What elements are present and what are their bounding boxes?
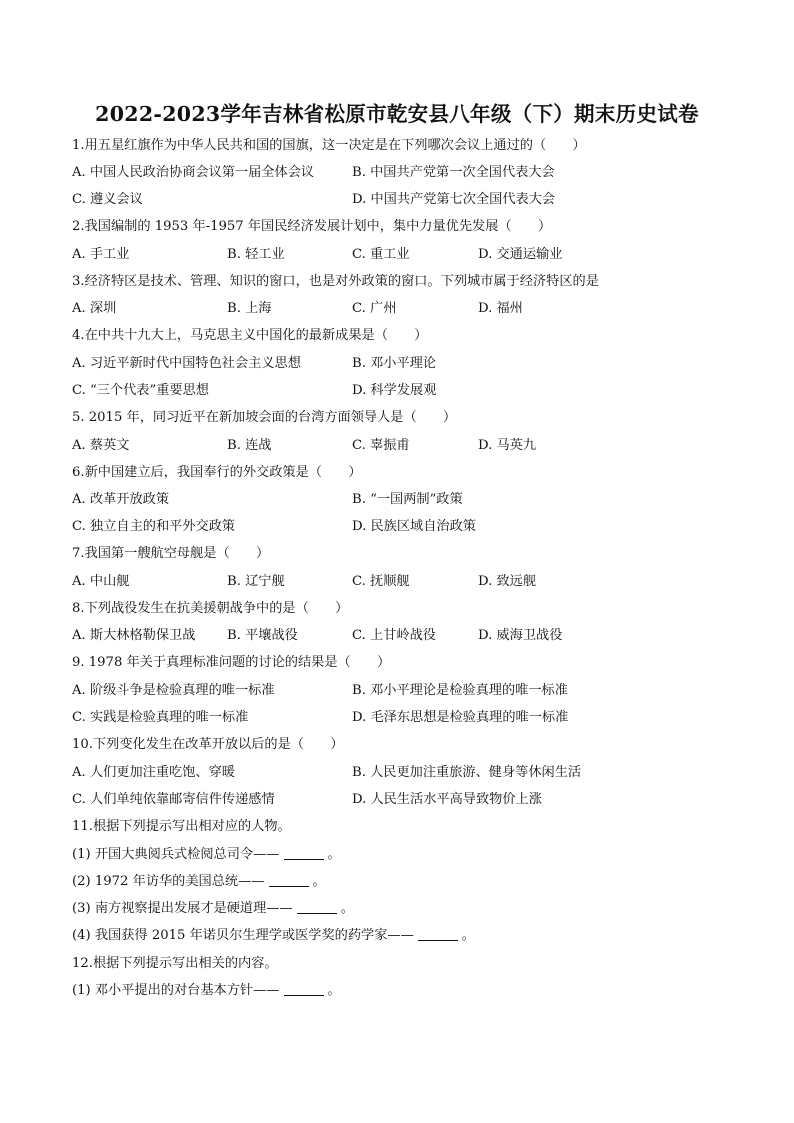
option-a: A. 中国人民政治协商会议第一届全体会议 — [72, 165, 315, 180]
option-b: B. 邓小平理论是检验真理的唯一标准 — [352, 683, 568, 698]
question-stem: 1.用五星红旗作为中华人民共和国的国旗，这一决定是在下列哪次会议上通过的（ ） — [72, 138, 586, 153]
option-b: B. 中国共产党第一次全国代表大会 — [352, 165, 555, 180]
option-c: C. 广州 — [352, 301, 397, 316]
option-b: B. 上海 — [227, 301, 272, 316]
question-stem: 4.在中共十九大上，马克思主义中国化的最新成果是（ ） — [72, 328, 428, 343]
option-c: C. 上甘岭战役 — [352, 628, 436, 643]
option-d: D. 民族区域自治政策 — [352, 519, 476, 534]
option-d: D. 福州 — [478, 301, 523, 316]
option-c: C. 人们单纯依靠邮寄信件传递感情 — [72, 792, 275, 807]
option-d: D. 毛泽东思想是检验真理的唯一标准 — [352, 710, 569, 725]
option-c: C. “三个代表”重要思想 — [72, 383, 209, 398]
option-a: A. 斯大林格勒保卫战 — [72, 628, 196, 643]
option-c: C. 抚顺舰 — [352, 574, 410, 589]
option-d: D. 威海卫战役 — [478, 628, 563, 643]
option-a: A. 手工业 — [72, 247, 130, 262]
option-d: D. 马英九 — [478, 438, 537, 453]
option-b: B. 邓小平理论 — [352, 356, 437, 371]
question-stem: 6.新中国建立后，我国奉行的外交政策是（ ） — [72, 465, 362, 480]
fill-item: (2) 1972 年访华的美国总统—— 。 — [72, 874, 326, 889]
option-b: B. 轻工业 — [227, 247, 285, 262]
fill-item: (3) 南方视察提出发展才是硬道理—— 。 — [72, 901, 354, 916]
option-c: C. 辜振甫 — [352, 438, 410, 453]
option-a: A. 改革开放政策 — [72, 492, 170, 507]
option-c: C. 重工业 — [352, 247, 410, 262]
option-b: B. 辽宁舰 — [227, 574, 285, 589]
question-stem: 12.根据下列提示写出相关的内容。 — [72, 956, 278, 971]
option-c: C. 独立自主的和平外交政策 — [72, 519, 236, 534]
option-d: D. 致远舰 — [478, 574, 537, 589]
option-a: A. 习近平新时代中国特色社会主义思想 — [72, 356, 301, 371]
question-stem: 7.我国第一艘航空母舰是（ ） — [72, 546, 270, 561]
option-b: B. “一国两制”政策 — [352, 492, 463, 507]
question-stem: 9. 1978 年关于真理标准问题的讨论的结果是（ ） — [72, 655, 391, 670]
answer-blank[interactable] — [297, 901, 337, 914]
option-b: B. 平壤战役 — [227, 628, 298, 643]
page-title: 2022-2023学年吉林省松原市乾安县八年级（下）期末历史试卷 — [95, 102, 699, 126]
answer-blank[interactable] — [284, 983, 324, 996]
question-stem: 10.下列变化发生在改革开放以后的是（ ） — [72, 737, 344, 752]
option-a: A. 中山舰 — [72, 574, 130, 589]
question-stem: 11.根据下列提示写出相对应的人物。 — [72, 819, 291, 834]
option-a: A. 蔡英文 — [72, 438, 130, 453]
answer-blank[interactable] — [418, 928, 458, 941]
answer-blank[interactable] — [269, 874, 309, 887]
option-c: C. 遵义会议 — [72, 192, 143, 207]
question-stem: 5. 2015 年，同习近平在新加坡会面的台湾方面领导人是（ ） — [72, 410, 457, 425]
option-a: A. 人们更加注重吃饱、穿暖 — [72, 765, 235, 780]
option-a: A. 阶级斗争是检验真理的唯一标准 — [72, 683, 275, 698]
question-stem: 8.下列战役发生在抗美援朝战争中的是（ ） — [72, 601, 349, 616]
option-d: D. 科学发展观 — [352, 383, 437, 398]
option-c: C. 实践是检验真理的唯一标准 — [72, 710, 249, 725]
option-d: D. 中国共产党第七次全国代表大会 — [352, 192, 556, 207]
option-d: D. 交通运输业 — [478, 247, 563, 262]
question-stem: 2.我国编制的 1953 年-1957 年国民经济发展计划中，集中力量优先发展（ ） — [72, 219, 552, 234]
fill-item: (4) 我国获得 2015 年诺贝尔生理学或医学奖的药学家—— 。 — [72, 928, 475, 943]
option-b: B. 连战 — [227, 438, 272, 453]
question-stem: 3.经济特区是技术、管理、知识的窗口，也是对外政策的窗口。下列城市属于经济特区的是 — [72, 274, 599, 289]
option-b: B. 人民更加注重旅游、健身等休闲生活 — [352, 765, 582, 780]
option-d: D. 人民生活水平高导致物价上涨 — [352, 792, 542, 807]
option-a: A. 深圳 — [72, 301, 117, 316]
fill-item: (1) 邓小平提出的对台基本方针—— 。 — [72, 983, 341, 998]
fill-item: (1) 开国大典阅兵式检阅总司令—— 。 — [72, 847, 341, 862]
answer-blank[interactable] — [284, 847, 324, 860]
